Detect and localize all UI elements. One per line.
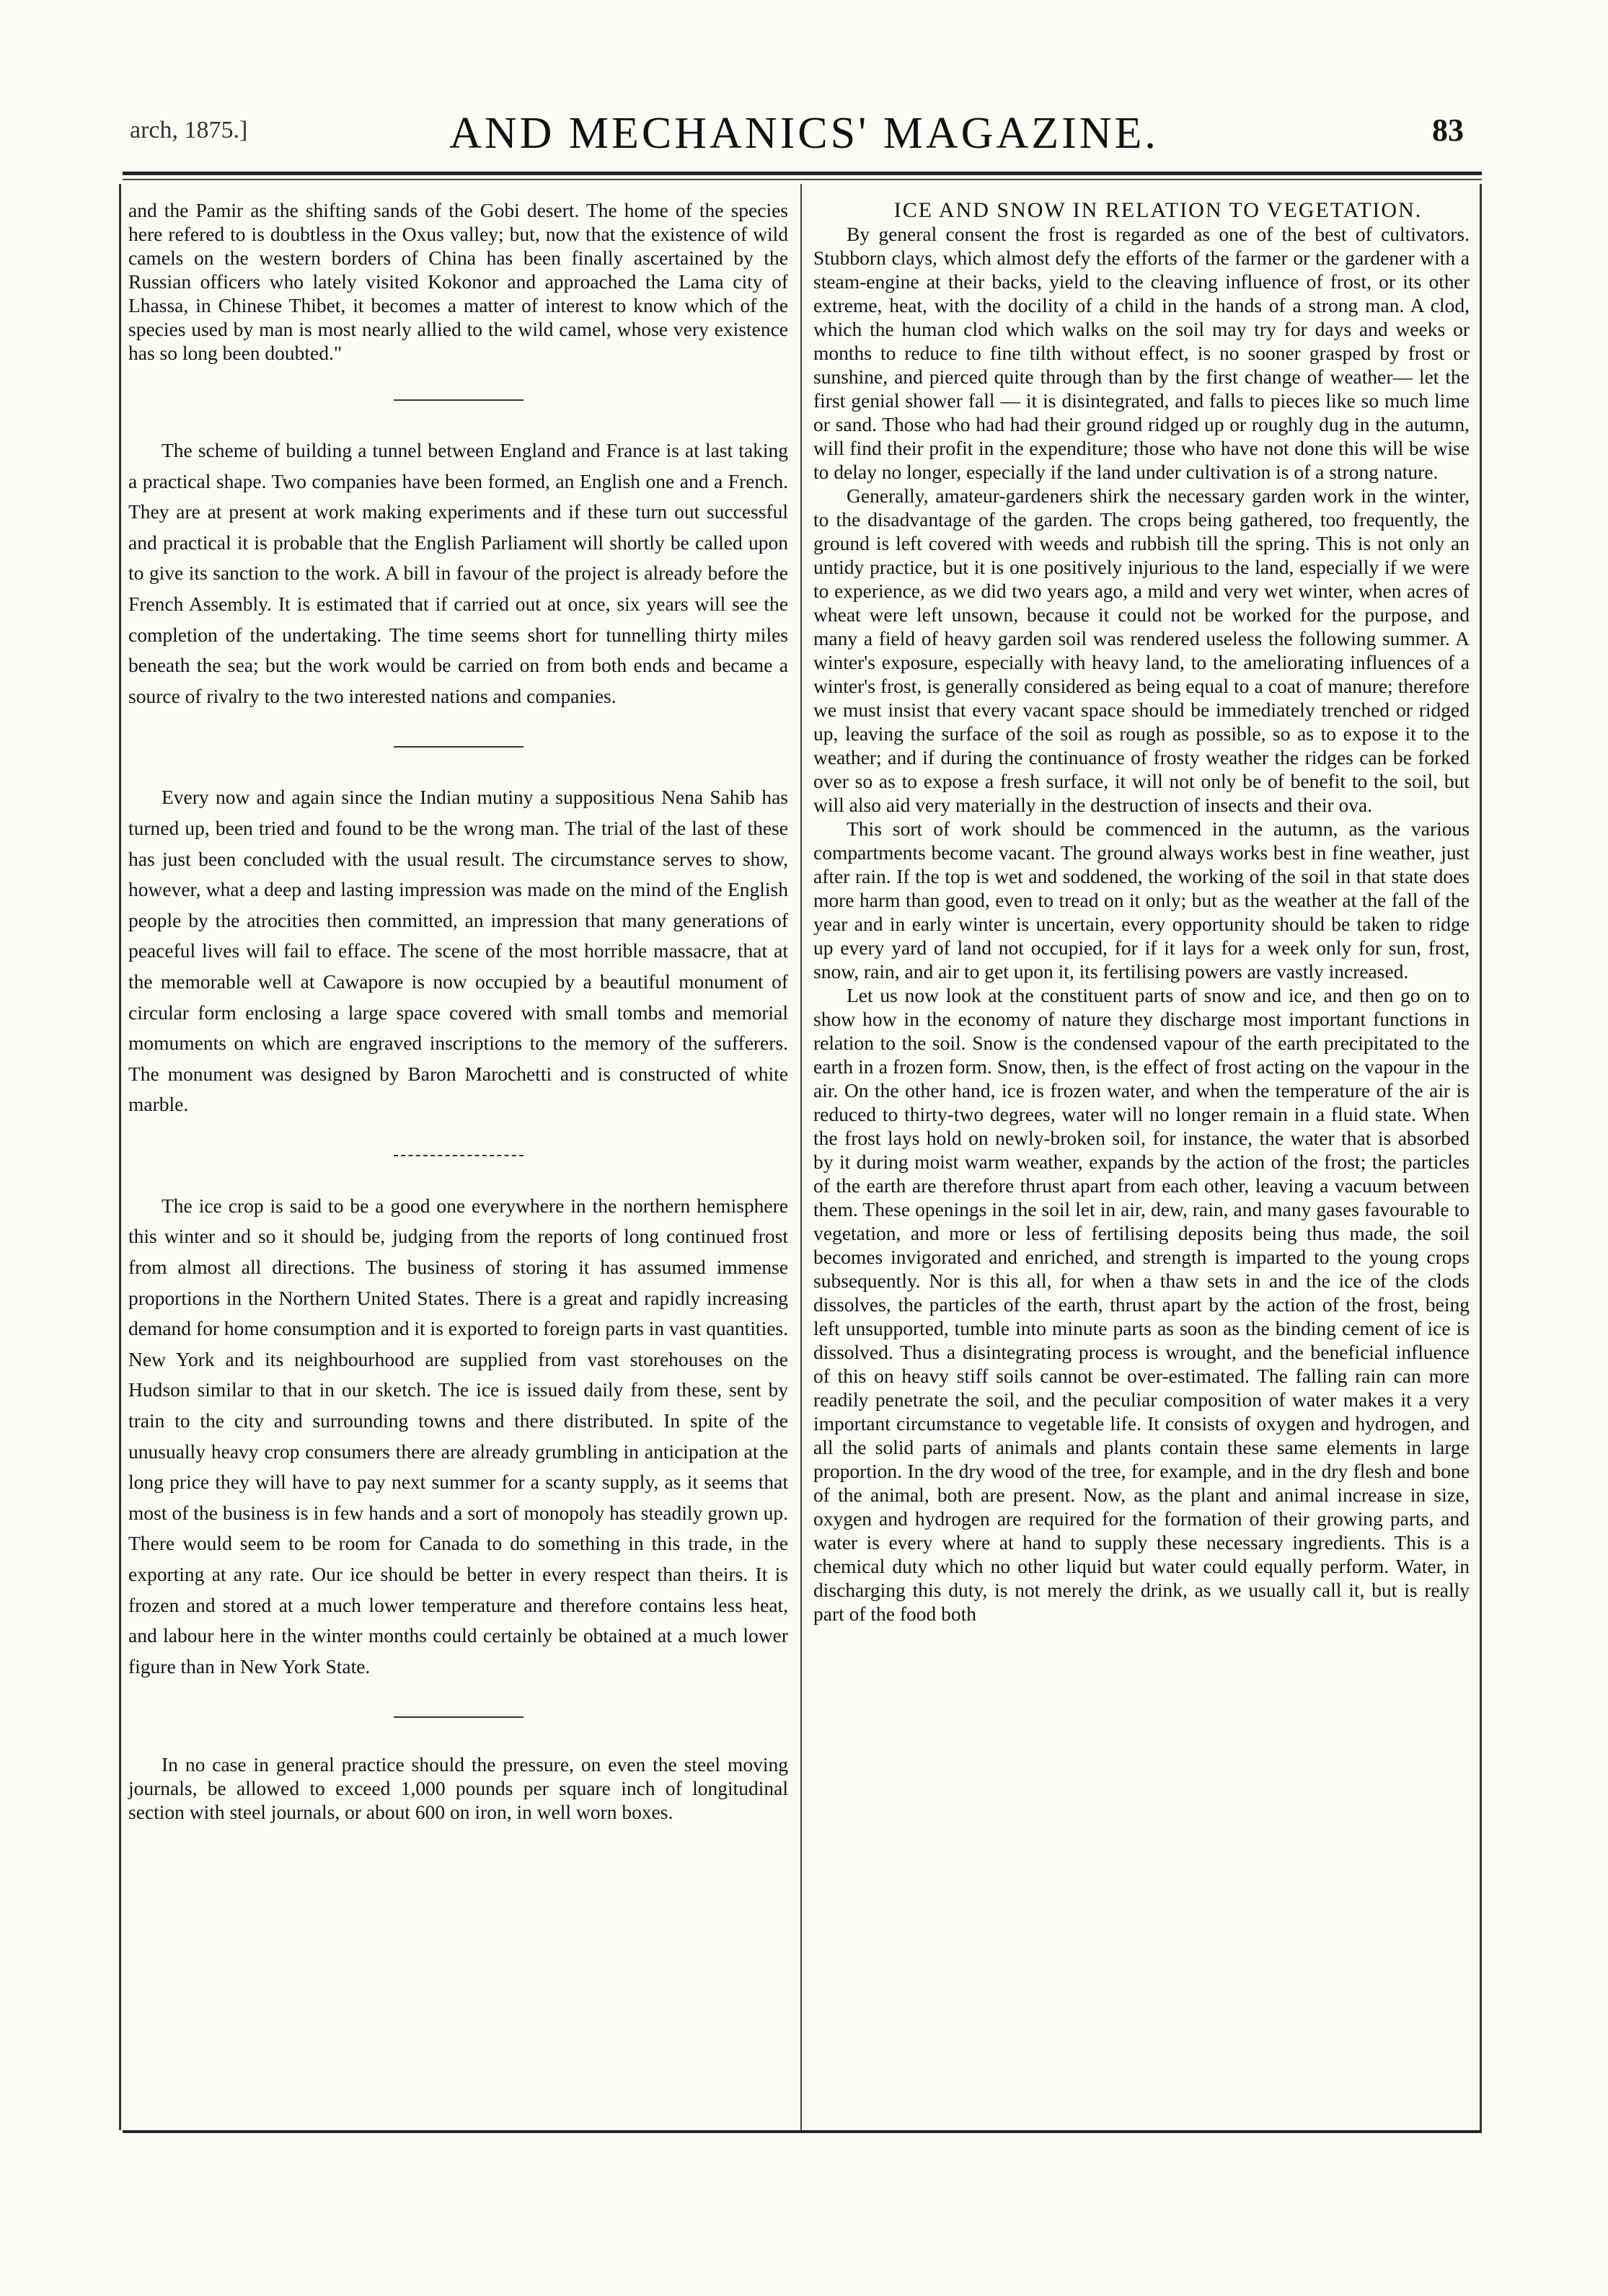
separator-rule bbox=[394, 1716, 524, 1718]
tunnel-paragraph: The scheme of building a tunnel between England and France is at last taking a practical shape. Two companies have been formed, an English one and a French. They are at present at work making experiments and if these turn out successful and practical it is probable that the English Parliament will shortly be called upon to give its sanction to the work. A bill in favour of the project is already before the French Assembly. It is estimated that if carried out at once, six years will see the completion of the undertaking. The time seems short for tunnelling thirty miles beneath the sea; but the work would be carried on from both ends and became a source of rivalry to the two interested nations and companies. bbox=[128, 439, 788, 707]
journals-paragraph: In no case in general practice should the pressure, on even the steel moving journals, be allowed to exceed 1,000 pounds per square inch of longitudinal section with steel journals, or about 600 on iron, in well worn boxes. bbox=[128, 1753, 788, 1824]
separator-rule bbox=[394, 399, 524, 401]
article-title: ICE AND SNOW IN RELATION TO VEGETATION. bbox=[893, 198, 1423, 222]
page-header bbox=[0, 0, 1608, 166]
right-column bbox=[813, 198, 1470, 1626]
header-rule-thin bbox=[123, 179, 1482, 180]
column-divider bbox=[800, 184, 802, 2130]
separator-rule bbox=[394, 746, 524, 748]
article-paragraph: By general consent the frost is regarded as one of the best of cultivators. Stubborn clays, which almost defy the efforts of the farmer or the gardener with a steam-engine at their backs, yield to the cleaving influence of frost, or its other extreme, heat, with the docility of a child in the hands of a strong man. A clod, which the human clod which walks on the soil may try for days and weeks or months to reduce to fine tilth without effect, is no sooner grasped by frost or sunshine, and pierced quite through than by the first change of weather— let the first genial shower fall — it is disintegrated, and falls to pieces like so much lime or sand. Those who had had their ground ridged up or roughly dug in the autumn, will find their profit in the expenditure; those who have not done this will be wise to delay no longer, especially if the land under cultivation is of a strong nature. bbox=[813, 223, 1470, 483]
camel-article-continued: and the Pamir as the shifting sands of the Gobi desert. The home of the species here refered to is doubtless in the Oxus valley; but, now that the existence of wild camels on the western borders of China has been finally ascertained by the Russian officers who lately visited Kokonor and approached the Lama city of Lhassa, in Chinese Thibet, it becomes a matter of interest to know which of the species used by man is most nearly allied to the wild camel, whose very existence has so long been doubted." bbox=[128, 199, 788, 364]
left-column bbox=[128, 198, 788, 1824]
ice-crop-paragraph: The ice crop is said to be a good one everywhere in the northern hemisphere this winter and so it should be, judging from the reports of long continued frost from almost all directions. The business of storing it has assumed immense proportions in the Northern United States. There is a great and rapidly increasing demand for home consumption and it is exported to foreign parts in vast quantities. New York and its neighbourhood are supplied from vast storehouses on the Hudson similar to that in our sketch. The ice is issued daily from these, sent by train to the city and surrounding towns and there distributed. In spite of the unusually heavy crop consumers there are already grumbling in anticipation at the long price they will have to pay next summer for a scanty supply, as it seems that most of the business is in few hands and a sort of monopoly has steadily grown up. There would seem to be room for Canada to do something in this trade, in the exporting at any rate. Our ice should be better in every respect than theirs. It is frozen and stored at a much lower temperature and therefore contains less heat, and labour here in the winter months could certainly be obtained at a much lower figure than in New York State. bbox=[128, 1194, 788, 1677]
footer-rule bbox=[123, 2130, 1482, 2133]
frame-left-rule bbox=[119, 184, 121, 2130]
header-date: arch, 1875.] bbox=[130, 117, 248, 143]
nena-sahib-paragraph: Every now and again since the Indian mutiny a suppositious Nena Sahib has turned up, been tried and found to be the wrong man. The trial of the last of these has just been concluded with the usual result. The circumstance serves to show, however, what a deep and lasting impression was made on the mind of the English people by the atrocities then committed, an impression that many generations of peaceful lives will fail to efface. The scene of the most horrible massacre, that at the memorable well at Cawapore is now occupied by a beautiful monument of circular form enclosing a large space covered with small tombs and memorial momuments on which are engraved inscriptions to the memory of the sufferers. The monument was designed by Baron Marochetti and is constructed of white marble. bbox=[128, 786, 788, 1116]
separator-rule bbox=[394, 1155, 524, 1156]
page-number: 83 bbox=[1432, 112, 1464, 148]
article-paragraph: Generally, amateur-gardeners shirk the necessary garden work in the winter, to the disadvantage of the garden. The crops being gathered, too frequently, the ground is left covered with weeds and rubbish till the spring. This is not only an untidy practice, but it is one positively injurious to the land, especially if we were to experience, as we did two years ago, a mild and very wet winter, when acres of wheat were left unsown, because it could not be worked for the purpose, and many a field of heavy garden soil was rendered useless the following summer. A winter's exposure, especially with heavy land, to the ameliorating influences of a winter's frost, is generally considered as being equal to a coat of manure; therefore we must insist that every vacant space should be immediately trenched or ridged up, leaving the surface of the soil as rough as possible, so as to expose it to the weather; and if during the continuance of frosty weather the ridges can be forked over so as to expose a fresh surface, it will not only be of benefit to the soil, but will also aid very materially in the destruction of insects and their ova. bbox=[813, 484, 1470, 816]
frame-right-rule bbox=[1480, 184, 1482, 2130]
article-paragraph: Let us now look at the constituent parts of snow and ice, and then go on to show how in the economy of nature they discharge most important functions in relation to the soil. Snow is the condensed vapour of the earth precipitated to the earth in a frozen form. Snow, then, is the effect of frost acting on the vapour in the air. On the other hand, ice is frozen water, and when the temperature of the air is reduced to thirty-two degrees, water will no longer remain in a fluid state. When the frost lays hold on newly-broken soil, for instance, the water that is absorbed by it during moist warm weather, expands by the action of the frost; the particles of the earth are therefore thrust apart from each other, leaving a vacuum between them. These openings in the soil let in air, dew, rain, and many gases favourable to vegetation, and more or less of fertilising deposits being thus made, the soil becomes invigorated and enriched, and strength is imparted to the young crops subsequently. Nor is this all, for when a thaw sets in and the ice of the clods dissolves, the particles of the earth, thrust apart by the action of the frost, being left unsupported, tumble into minute parts as soon as the binding cement of ice is dissolved. Thus a disintegrating process is wrought, and the beneficial influence of this on heavy stiff soils cannot be over-estimated. The falling rain can more readily penetrate the soil, and the peculiar composition of water makes it a very important circumstance to vegetable life. It consists of oxygen and hydrogen, and all the solid parts of animals and plants contain these same elements in large proportion. In the dry wood of the tree, for example, and in the dry flesh and bone of the animal, both are present. Now, as the plant and animal increase in size, oxygen and hydrogen are required for the formation of their growing parts, and water is every where at hand to supply these necessary ingredients. This is a chemical duty which no other liquid but water could equally perform. Water, in discharging this duty, is not merely the drink, as we usually call it, but is really part of the food both bbox=[813, 984, 1470, 1625]
header-rule bbox=[123, 172, 1482, 175]
magazine-title: AND MECHANICS' MAGAZINE. bbox=[449, 109, 1159, 158]
article-paragraph: This sort of work should be commenced in the autumn, as the various compartments become vacant. The ground always works best in fine weather, just after rain. If the top is wet and soddened, the working of the soil in that state does more harm than good, even to tread on it only; but as the weather at the fall of the year and in early winter is uncertain, every opportunity should be taken to ridge up every yard of land not occupied, for if it lays for a week only for sun, frost, snow, rain, and air to get upon it, its fertilising powers are vastly increased. bbox=[813, 817, 1470, 983]
